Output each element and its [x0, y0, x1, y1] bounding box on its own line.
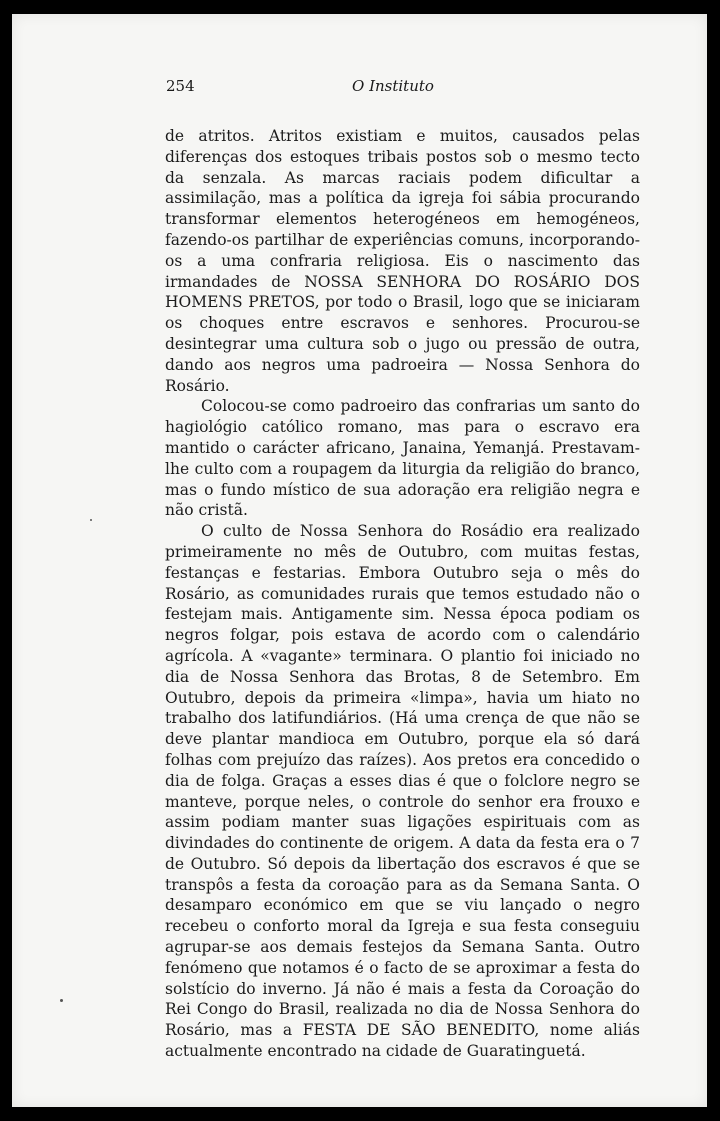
running-title: O Instituto — [352, 77, 434, 95]
paragraph-3: O culto de Nossa Senhora do Rosádio era realizado primeiramente no mês de Outubro, com muitas festas, festanças e festarias. Embora Outubro seja o mês do Rosário, as comunidades rurais que temos estudado não o festejam mais. Antigamente sim. Nessa época podiam os negros folgar, pois estava de acordo com o calendário agrícola. A «vagante» terminara. O plantio foi iniciado no dia de Nossa Senhora das Brotas, 8 de Setembro. Em Outubro, depois da primeira «limpa», havia um hiato no trabalho dos latifundiários. (Há uma crença de que não se deve plantar mandioca em Outubro, porque ela só dará folhas com prejuízo das raízes). Aos pretos era concedido o dia de folga. Graças a esses dias é que o folclore negro se manteve, porque neles, o controle do senhor era frouxo e assim podiam manter suas ligações espirituais com as divindades do continente de origem. A data da festa era o 7 de Outubro. Só depois da libertação dos escravos é que se transpôs a festa da coroação para as da Semana Santa. O desamparo económico em que se viu lançado o negro recebeu o conforto moral da Igreja e sua festa conseguiu agrupar-se aos demais festejos da Semana Santa. Outro fenómeno que notamos é o facto de se aproximar a festa do solstício do inverno. Já não é mais a festa da Coroação do Rei Congo do Brasil, realizada no dia de Nossa Senhora do Rosário, mas a FESTA DE SÃO BENEDITO, nome aliás actualmente encontrado na cidade de Guaratinguetá. — [165, 522, 640, 1061]
paragraph-1: de atritos. Atritos existiam e muitos, causados pelas diferenças dos estoques tribais postos sob o mesmo tecto da senzala. As marcas raciais podem dificultar a assimilação, mas a política da igreja foi sábia procurando transformar elementos heterogéneos em hemogéneos, fazendo-os partilhar de experiências comuns, incorporando-os a uma confraria religiosa. Eis o nascimento das irmandades de NOSSA SENHORA DO ROSÁRIO DOS HOMENS PRETOS, por todo o Brasil, logo que se iniciaram os choques entre escravos e senhores. Procurou-se desintegrar uma cultura sob o jugo ou pressão de outra, dando aos negros uma padroeira — Nossa Senhora do Rosário. — [165, 127, 640, 395]
scan-speck — [60, 999, 63, 1002]
page-number: 254 — [166, 77, 195, 95]
scan-speck — [90, 519, 92, 521]
page-header — [166, 77, 466, 99]
body-text — [165, 126, 640, 1062]
paragraph-2: Colocou-se como padroeiro das confrarias um santo do hagiológio católico romano, mas para o escravo era mantido o carácter africano, Janaina, Yemanjá. Prestavam-lhe culto com a roupagem da liturgia da religião do branco, mas o fundo místico de sua adoração era religião negra e não cristã. — [165, 397, 640, 520]
scanned-page — [12, 14, 707, 1107]
